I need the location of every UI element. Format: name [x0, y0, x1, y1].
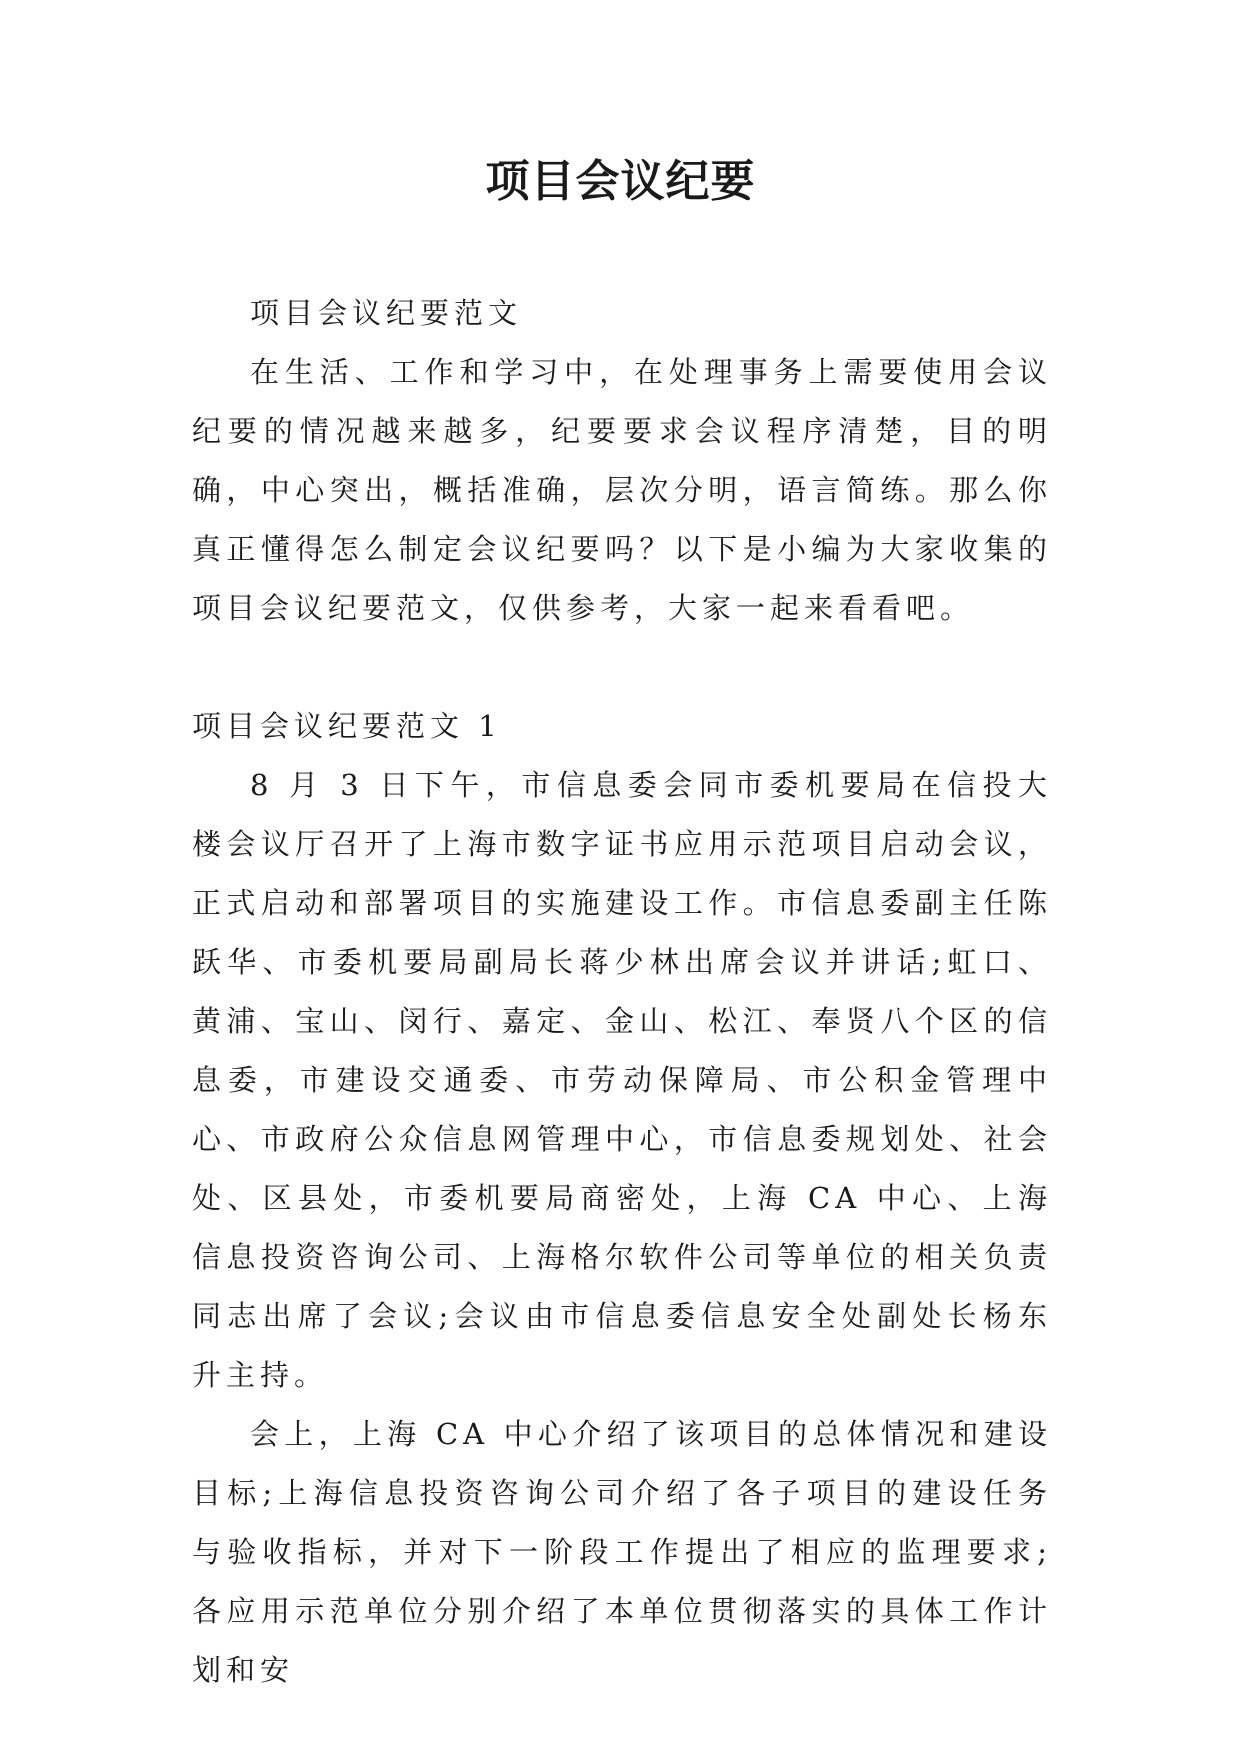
body-paragraph-2: 会上，上海 CA 中心介绍了该项目的总体情况和建设目标;上海信息投资咨询公司介绍了各子项目的建设任务与验收指标，并对下一阶段工作提出了相应的监理要求;各应用示范单位分别介绍了本单位贯彻落实的具体工作计划和安 [192, 1417, 1052, 1687]
intro-paragraph: 在生活、工作和学习中，在处理事务上需要使用会议纪要的情况越来越多，纪要要求会议程序清楚，目的明确，中心突出，概括准确，层次分明，语言简练。那么你真正懂得怎么制定会议纪要吗？以下是小编为大家收集的项目会议纪要范文，仅供参考，大家一起来看看吧。 [192, 355, 1052, 625]
intro-heading: 项目会议纪要范文 [250, 296, 523, 330]
section-heading: 项目会议纪要范文 1 [192, 709, 502, 743]
section-spacer [192, 638, 1052, 697]
document-body [192, 284, 1052, 1700]
document-title: 项目会议纪要 [485, 156, 756, 207]
body-paragraph-1: 8 月 3 日下午，市信息委会同市委机要局在信投大楼会议厅召开了上海市数字证书应用示范项目启动会议，正式启动和部署项目的实施建设工作。市信息委副主任陈跃华、市委机要局副局长蒋少林出席会议并讲话;虹口、黄浦、宝山、闵行、嘉定、金山、松江、奉贤八个区的信息委，市建设交通委、市劳动保障局、市公积金管理中心、市政府公众信息网管理中心，市信息委规划处、社会处、区县处，市委机要局商密处，上海 CA 中心、上海信息投资咨询公司、上海格尔软件公司等单位的相关负责同志出席了会议;会议由市信息委信息安全处副处长杨东升主持。 [192, 768, 1052, 1392]
